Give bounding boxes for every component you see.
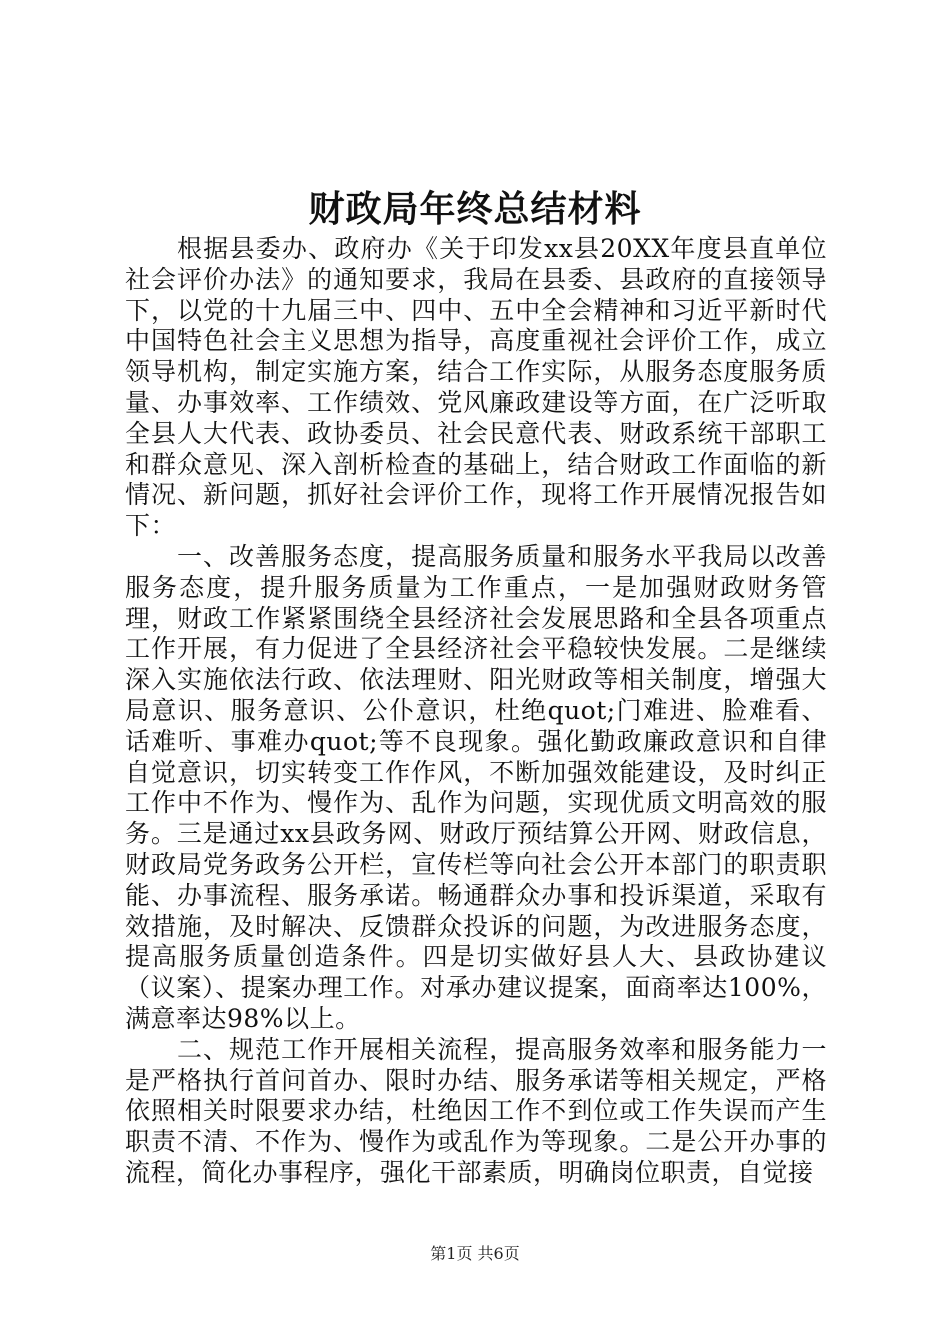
paragraph-section-2: 二、规范工作开展相关流程，提高服务效率和服务能力一是严格执行首问首办、限时办结、服务承诺等相关规定，严格依照相关时限要求办结，杜绝因工作不到位或工作失误而产生职责不清、不作为、慢作为或乱作为等现象。二是公开办事的流程，简化办事程序，强化干部素质，明确岗位职责，自觉接: [125, 1034, 827, 1187]
document-body: [125, 234, 827, 1189]
paragraph-section-1: 一、改善服务态度，提高服务质量和服务水平我局以改善服务态度，提升服务质量为工作重点，一是加强财政财务管理，财政工作紧紧围绕全县经济社会发展思路和全县各项重点工作开展，有力促进了全县经济社会平稳较快发展。二是继续深入实施依法行政、依法理财、阳光财政等相关制度，增强大局意识、服务意识、公仆意识，杜绝quot;门难进、脸难看、话难听、事难办quot;等不良现象。强化勤政廉政意识和自律自觉意识，切实转变工作作风，不断加强效能建设，及时纠正工作中不作为、慢作为、乱作为问题，实现优质文明高效的服务。三是通过xx县政务网、财政厅预结算公开网、财政信息，财政局党务政务公开栏，宣传栏等向社会公开本部门的职责职能、办事流程、服务承诺。畅通群众办事和投诉渠道，采取有效措施，及时解决、反馈群众投诉的问题，为改进服务态度，提高服务质量创造条件。四是切实做好县人大、县政协建议（议案）、提案办理工作。对承办建议提案，面商率达100%，满意率达98%以上。: [125, 541, 827, 1033]
document-title: 财政局年终总结材料: [308, 188, 642, 230]
paragraph-intro: 根据县委办、政府办《关于印发xx县20XX年度县直单位社会评价办法》的通知要求，我局在县委、县政府的直接领导下，以党的十九届三中、四中、五中全会精神和习近平新时代中国特色社会主义思想为指导，高度重视社会评价工作，成立领导机构，制定实施方案，结合工作实际，从服务态度服务质量、办事效率、工作绩效、党风廉政建设等方面，在广泛听取全县人大代表、政协委员、社会民意代表、财政系统干部职工和群众意见、深入剖析检查的基础上，结合财政工作面临的新情况、新问题，抓好社会评价工作，现将工作开展情况报告如下：: [125, 234, 827, 541]
page-number-footer: 第1页 共6页: [430, 1244, 520, 1263]
